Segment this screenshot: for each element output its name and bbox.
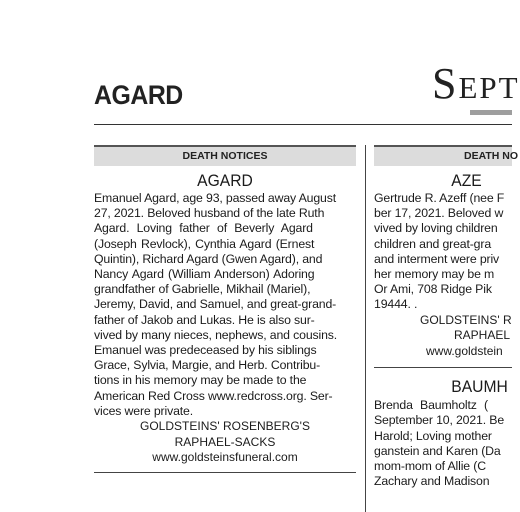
column-right	[374, 145, 519, 489]
notice-line: Agard. Loving father of Beverly Agard	[94, 221, 313, 236]
page-header-name: AGARD	[94, 80, 183, 110]
notice-line: Zachary and Madison	[374, 474, 490, 489]
notice-line: vices were private.	[94, 403, 193, 418]
header-rule	[94, 124, 512, 125]
notice-line: Jeremy, David, and Samuel, and great-grand-	[94, 297, 337, 312]
notice-line: vived by loving children	[374, 221, 498, 236]
notice-divider	[94, 472, 356, 473]
notice-divider	[374, 367, 512, 368]
notice-line: Grace, Sylvia, Margie, and Herb. Contribu-	[94, 358, 321, 373]
notice-line: Brenda Baumholtz (	[374, 398, 488, 413]
notice-line: 19444. .	[374, 297, 418, 312]
notice-line: Nancy Agard (William Anderson) Adoring	[94, 267, 315, 282]
notice-line: Gertrude R. Azeff (nee F	[374, 191, 505, 205]
notice-line: her memory may be m	[374, 267, 495, 282]
column-left	[94, 145, 356, 473]
notice-line: mom-mom of Allie (C	[374, 458, 486, 473]
funeral-home-name-2: RAPHAEL	[454, 328, 511, 343]
funeral-home-name: GOLDSTEINS' ROSENBERG'S	[140, 419, 310, 434]
notice-line: (Joseph Revlock), Cynthia Agard (Ernest	[94, 236, 315, 251]
notice-line: Or Ami, 708 Ridge Pik	[374, 282, 492, 297]
notice-line: Harold; Loving mother	[374, 428, 492, 443]
date-underline	[470, 110, 512, 115]
notice-line: Emanuel was predeceased by his siblings	[94, 343, 317, 358]
notice-line: American Red Cross www.redcross.org. Ser-	[94, 388, 333, 403]
notice-body	[374, 191, 512, 313]
notice-line: September 10, 2021. Be	[374, 413, 505, 428]
notice-name: AZE	[451, 171, 482, 190]
notice-line: father of Jakob and Lukas. He is also sur-	[94, 312, 315, 327]
notice-line: vived by many nieces, nephews, and cousins.	[94, 327, 338, 342]
notice-line: 27, 2021. Beloved husband of the late Ruth	[94, 206, 325, 221]
column-divider	[365, 145, 366, 512]
notice-line: tions in his memory may be made to the	[94, 373, 307, 388]
notice-line: and interment were priv	[374, 251, 500, 266]
notice-line: Quintin), Richard Agard (Gwen Agard), and	[94, 251, 323, 266]
funeral-home-name: GOLDSTEINS' R	[420, 312, 512, 327]
notice-line: ganstein and Karen (Da	[374, 443, 501, 458]
funeral-home-name-2: RAPHAEL-SACKS	[174, 434, 276, 449]
notice-body	[94, 191, 356, 419]
funeral-home-website: www.goldstein	[426, 343, 503, 358]
section-bar-death-notices: DEATH NO	[374, 145, 512, 166]
notice-line: Emanuel Agard, age 93, passed away August	[94, 191, 337, 205]
date-heading: Sept	[432, 59, 520, 108]
notice-line: children and great-gra	[374, 236, 492, 251]
notice-name: BAUMH	[451, 377, 508, 397]
section-bar-death-notices: DEATH NOTICES	[94, 145, 356, 166]
notice-line: ber 17, 2021. Beloved w	[374, 206, 504, 221]
notice-name: AGARD	[197, 171, 253, 190]
funeral-home-website: www.goldsteinsfuneral.com	[152, 450, 298, 465]
notice-line: grandfather of Gabrielle, Mikhail (Mariel),	[94, 282, 311, 297]
notice-body	[374, 398, 512, 489]
